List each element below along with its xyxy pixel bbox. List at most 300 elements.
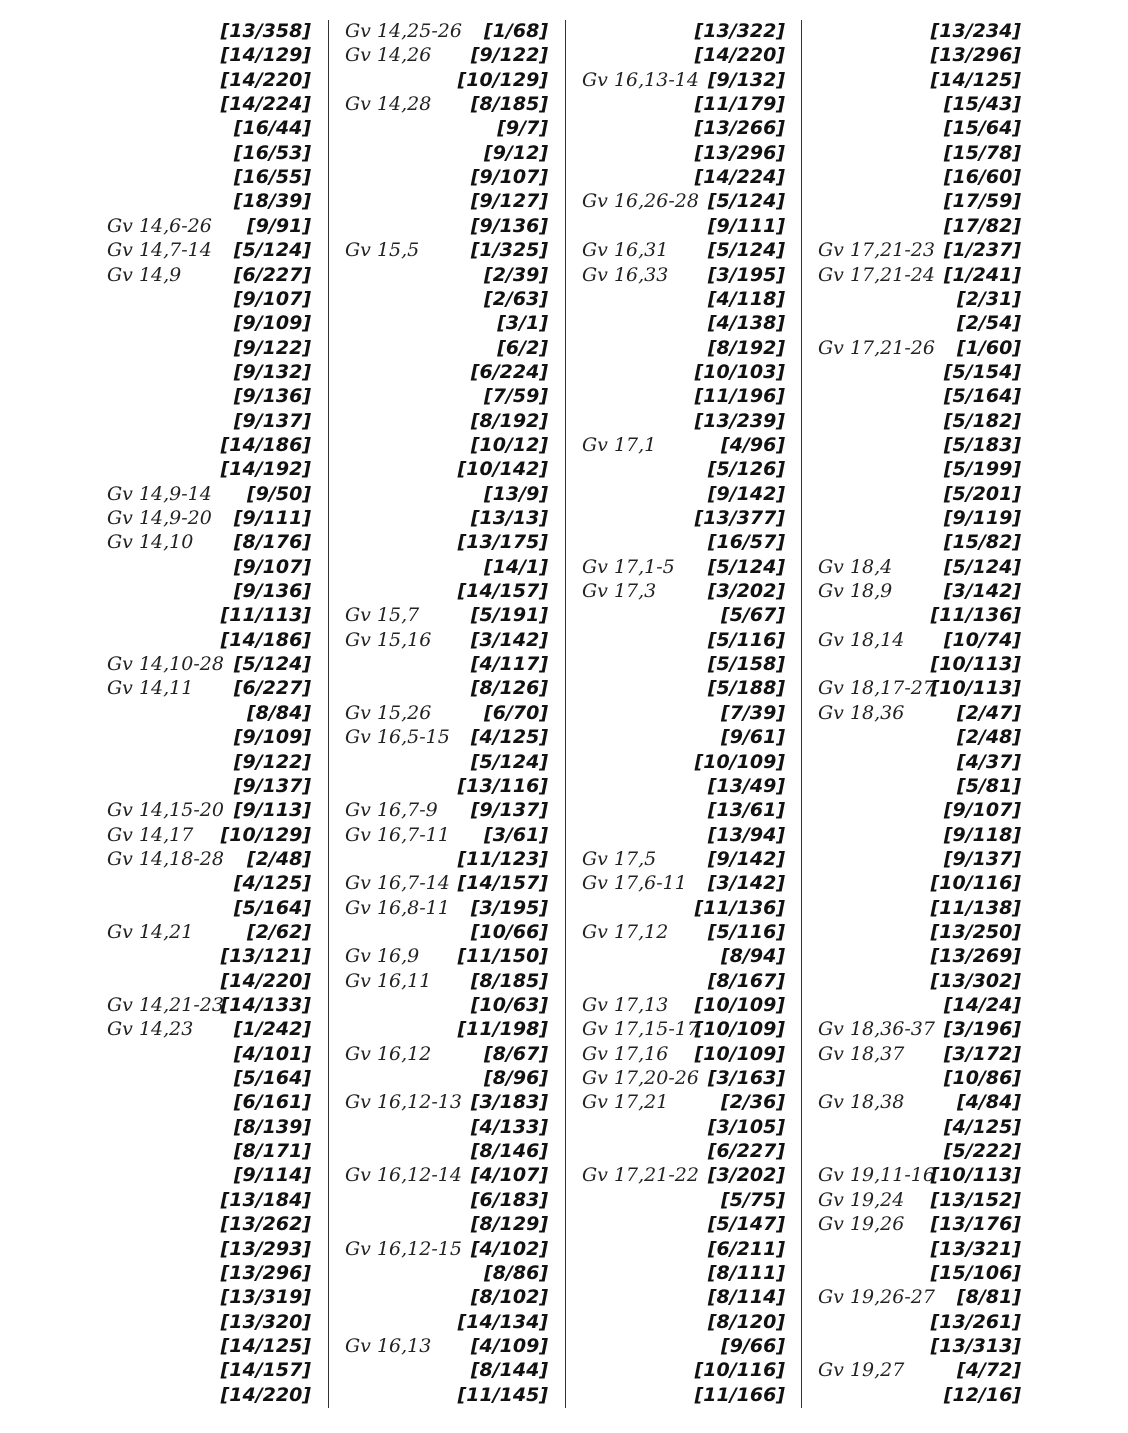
index-entry	[582, 1286, 785, 1310]
volume-page-citation: [13/61]	[707, 799, 785, 822]
index-entry	[345, 799, 548, 823]
volume-page-citation: [14/186]	[220, 628, 311, 651]
volume-page-citation: [7/39]	[721, 701, 785, 724]
volume-page-citation: [11/113]	[220, 604, 311, 627]
volume-page-citation: [4/118]	[707, 287, 785, 310]
index-entry	[818, 1238, 1021, 1262]
volume-page-citation: [9/50]	[247, 482, 311, 505]
index-entry	[345, 69, 548, 93]
scripture-reference: Gv 14,26	[345, 44, 432, 67]
volume-page-citation: [9/132]	[233, 360, 311, 383]
scripture-reference: Gv 19,24	[818, 1188, 905, 1211]
volume-page-citation: [1/68]	[484, 20, 548, 42]
index-entry	[582, 629, 785, 653]
volume-page-citation: [5/124]	[470, 750, 548, 773]
index-entry	[107, 799, 311, 823]
scripture-reference: Gv 16,11	[345, 969, 432, 992]
index-entry	[345, 848, 548, 872]
volume-page-citation: [10/63]	[470, 994, 548, 1016]
index-entry	[582, 726, 785, 750]
index-entry	[818, 117, 1021, 141]
scripture-reference: Gv 14,15-20	[107, 799, 224, 822]
index-entry	[818, 69, 1021, 93]
index-entry	[582, 1091, 785, 1115]
index-entry	[107, 1286, 311, 1310]
index-entry	[345, 677, 548, 701]
scripture-reference: Gv 14,9-20	[107, 507, 212, 529]
volume-page-citation: [8/81]	[957, 1286, 1021, 1309]
index-entry	[107, 580, 311, 604]
volume-page-citation: [8/167]	[707, 969, 785, 992]
index-entry	[818, 629, 1021, 653]
volume-page-citation: [13/152]	[930, 1188, 1021, 1211]
volume-page-citation: [8/67]	[484, 1042, 548, 1065]
volume-page-citation: [5/201]	[943, 482, 1021, 505]
scripture-reference: Gv 18,37	[818, 1042, 905, 1065]
index-entry	[345, 93, 548, 117]
volume-page-citation: [9/127]	[470, 190, 548, 213]
scripture-reference: Gv 17,15-17	[582, 1018, 699, 1041]
volume-page-citation: [13/266]	[694, 117, 785, 140]
index-entry	[818, 239, 1021, 263]
index-entry	[582, 824, 785, 848]
index-entry	[345, 897, 548, 921]
volume-page-citation: [1/325]	[470, 239, 548, 262]
index-entry	[345, 1164, 548, 1188]
volume-page-citation: [5/124]	[233, 653, 311, 676]
column-divider-1	[328, 20, 329, 1408]
volume-page-citation: [3/142]	[943, 580, 1021, 603]
volume-page-citation: [10/113]	[930, 653, 1021, 676]
volume-page-citation: [13/9]	[484, 482, 548, 505]
index-entry	[345, 142, 548, 166]
scripture-reference: Gv 17,21-24	[818, 263, 935, 286]
index-entry	[345, 945, 548, 969]
scripture-reference: Gv 17,6-11	[582, 872, 687, 895]
index-entry	[107, 44, 311, 68]
index-entry	[818, 507, 1021, 531]
volume-page-citation: [13/250]	[930, 920, 1021, 943]
index-entry	[345, 726, 548, 750]
scripture-reference: Gv 15,7	[345, 604, 420, 627]
index-entry	[818, 1335, 1021, 1359]
volume-page-citation: [8/176]	[233, 531, 311, 554]
volume-page-citation: [14/186]	[220, 433, 311, 456]
index-entry	[107, 93, 311, 117]
index-entry	[818, 483, 1021, 507]
index-entry	[345, 190, 548, 214]
index-entry	[345, 1213, 548, 1237]
volume-page-citation: [10/113]	[930, 1164, 1021, 1187]
index-entry	[582, 751, 785, 775]
scripture-reference: Gv 14,18-28	[107, 847, 224, 870]
volume-page-citation: [8/114]	[707, 1286, 785, 1309]
index-entry	[345, 410, 548, 434]
volume-page-citation: [14/220]	[694, 44, 785, 67]
index-entry	[818, 726, 1021, 750]
volume-page-citation: [4/125]	[233, 872, 311, 895]
scripture-reference: Gv 14,9	[107, 263, 182, 286]
index-entry	[818, 1213, 1021, 1237]
volume-page-citation: [5/81]	[957, 774, 1021, 797]
index-entry	[107, 726, 311, 750]
volume-page-citation: [5/75]	[721, 1188, 785, 1211]
volume-page-citation: [16/44]	[233, 117, 311, 140]
volume-page-citation: [14/224]	[220, 93, 311, 116]
scripture-reference: Gv 16,12-15	[345, 1237, 462, 1260]
volume-page-citation: [4/117]	[470, 653, 548, 676]
volume-page-citation: [15/82]	[943, 531, 1021, 554]
index-entry	[345, 507, 548, 531]
volume-page-citation: [9/107]	[233, 555, 311, 578]
index-entry	[582, 945, 785, 969]
index-entry	[582, 1311, 785, 1335]
volume-page-citation: [13/322]	[694, 20, 785, 42]
index-entry	[582, 239, 785, 263]
scripture-reference: Gv 16,12-14	[345, 1164, 462, 1187]
volume-page-citation: [10/109]	[694, 994, 785, 1016]
index-entry	[107, 1116, 311, 1140]
volume-page-citation: [9/91]	[247, 214, 311, 237]
volume-page-citation: [8/192]	[470, 409, 548, 432]
volume-page-citation: [5/116]	[707, 920, 785, 943]
volume-page-citation: [4/102]	[470, 1237, 548, 1260]
index-entry	[345, 117, 548, 141]
volume-page-citation: [13/234]	[930, 20, 1021, 42]
scripture-reference: Gv 16,7-9	[345, 799, 438, 822]
volume-page-citation: [2/47]	[957, 701, 1021, 724]
volume-page-citation: [5/124]	[707, 555, 785, 578]
index-entry	[818, 434, 1021, 458]
volume-page-citation: [14/1]	[484, 555, 548, 578]
index-entry	[107, 20, 311, 44]
volume-page-citation: [8/102]	[470, 1286, 548, 1309]
volume-page-citation: [10/109]	[694, 1018, 785, 1041]
volume-page-citation: [8/139]	[233, 1115, 311, 1138]
volume-page-citation: [13/321]	[930, 1237, 1021, 1260]
volume-page-citation: [2/63]	[484, 287, 548, 310]
volume-page-citation: [9/122]	[233, 336, 311, 359]
volume-page-citation: [13/269]	[930, 945, 1021, 968]
scripture-reference: Gv 16,31	[582, 239, 669, 262]
volume-page-citation: [8/144]	[470, 1359, 548, 1382]
scripture-reference: Gv 18,17-27	[818, 677, 935, 700]
index-entry	[582, 653, 785, 677]
index-entry	[107, 677, 311, 701]
index-entry	[107, 556, 311, 580]
scripture-reference: Gv 14,21-23	[107, 994, 224, 1016]
volume-page-citation: [4/107]	[470, 1164, 548, 1187]
volume-page-citation: [13/94]	[707, 823, 785, 846]
index-entry	[818, 1262, 1021, 1286]
volume-page-citation: [15/43]	[943, 93, 1021, 116]
index-entry	[582, 1359, 785, 1383]
index-entry	[582, 775, 785, 799]
index-entry	[107, 337, 311, 361]
volume-page-citation: [14/157]	[457, 872, 548, 895]
index-entry	[818, 921, 1021, 945]
volume-page-citation: [13/176]	[930, 1213, 1021, 1236]
index-entry	[345, 20, 548, 44]
index-entry	[818, 312, 1021, 336]
volume-page-citation: [3/196]	[943, 1018, 1021, 1041]
volume-page-citation: [6/227]	[707, 1140, 785, 1163]
index-entry	[818, 531, 1021, 555]
volume-page-citation: [3/172]	[943, 1042, 1021, 1065]
volume-page-citation: [10/12]	[470, 433, 548, 456]
index-entry	[582, 531, 785, 555]
volume-page-citation: [3/1]	[497, 312, 548, 335]
scripture-reference: Gv 17,16	[582, 1042, 669, 1065]
volume-page-citation: [5/67]	[721, 604, 785, 627]
index-entry	[818, 653, 1021, 677]
scripture-reference: Gv 16,9	[345, 945, 420, 968]
scripture-reference: Gv 14,7-14	[107, 239, 212, 262]
volume-page-citation: [5/191]	[470, 604, 548, 627]
volume-page-citation: [12/16]	[943, 1383, 1021, 1406]
volume-page-citation: [14/220]	[220, 969, 311, 992]
scripture-reference: Gv 17,21	[582, 1091, 669, 1114]
volume-page-citation: [9/142]	[707, 482, 785, 505]
volume-page-citation: [4/125]	[943, 1115, 1021, 1138]
index-entry	[582, 264, 785, 288]
index-entry	[345, 604, 548, 628]
index-entry	[345, 702, 548, 726]
volume-page-citation: [3/195]	[470, 896, 548, 919]
index-entry	[107, 824, 311, 848]
index-entry	[582, 1384, 785, 1408]
index-entry	[107, 288, 311, 312]
index-entry	[582, 702, 785, 726]
index-entry	[818, 1286, 1021, 1310]
scripture-reference: Gv 15,16	[345, 628, 432, 651]
index-entry	[345, 1091, 548, 1115]
scripture-reference: Gv 14,6-26	[107, 214, 212, 237]
index-entry	[345, 653, 548, 677]
volume-page-citation: [9/136]	[233, 385, 311, 408]
index-entry	[582, 1018, 785, 1042]
volume-page-citation: [5/164]	[233, 896, 311, 919]
volume-page-citation: [8/84]	[247, 701, 311, 724]
volume-page-citation: [3/195]	[707, 263, 785, 286]
volume-page-citation: [5/183]	[943, 433, 1021, 456]
volume-page-citation: [6/183]	[470, 1188, 548, 1211]
index-entry	[345, 1359, 548, 1383]
scripture-reference: Gv 17,21-23	[818, 239, 935, 262]
volume-page-citation: [9/137]	[233, 774, 311, 797]
volume-page-citation: [5/124]	[707, 239, 785, 262]
volume-page-citation: [3/202]	[707, 580, 785, 603]
volume-page-citation: [4/101]	[233, 1042, 311, 1065]
volume-page-citation: [13/121]	[220, 945, 311, 968]
index-entry	[818, 775, 1021, 799]
scripture-reference: Gv 17,3	[582, 580, 657, 603]
index-entry	[107, 1238, 311, 1262]
index-entry	[818, 458, 1021, 482]
index-entry	[345, 629, 548, 653]
volume-page-citation: [8/129]	[470, 1213, 548, 1236]
index-entry	[818, 1091, 1021, 1115]
volume-page-citation: [4/109]	[470, 1334, 548, 1357]
scripture-reference: Gv 17,1-5	[582, 555, 675, 578]
index-entry	[582, 556, 785, 580]
volume-page-citation: [9/136]	[470, 214, 548, 237]
volume-page-citation: [11/179]	[694, 93, 785, 116]
index-entry	[107, 117, 311, 141]
index-entry	[107, 604, 311, 628]
index-entry	[818, 1359, 1021, 1383]
volume-page-citation: [13/261]	[930, 1310, 1021, 1333]
volume-page-citation: [16/60]	[943, 166, 1021, 189]
index-entry	[818, 556, 1021, 580]
volume-page-citation: [10/142]	[457, 458, 548, 481]
volume-page-citation: [13/319]	[220, 1286, 311, 1309]
volume-page-citation: [6/161]	[233, 1091, 311, 1114]
index-entry	[345, 751, 548, 775]
index-entry	[582, 994, 785, 1018]
volume-page-citation: [9/12]	[484, 141, 548, 164]
volume-page-citation: [11/136]	[930, 604, 1021, 627]
volume-page-citation: [11/136]	[694, 896, 785, 919]
column-divider-2	[565, 20, 566, 1408]
index-entry	[107, 872, 311, 896]
volume-page-citation: [9/122]	[470, 44, 548, 67]
index-entry	[582, 872, 785, 896]
index-entry	[107, 142, 311, 166]
volume-page-citation: [6/211]	[707, 1237, 785, 1260]
index-entry	[107, 531, 311, 555]
volume-page-citation: [9/137]	[943, 847, 1021, 870]
index-entry	[582, 93, 785, 117]
volume-page-citation: [13/313]	[930, 1334, 1021, 1357]
volume-page-citation: [8/94]	[721, 945, 785, 968]
volume-page-citation: [4/72]	[957, 1359, 1021, 1382]
volume-page-citation: [10/109]	[694, 750, 785, 773]
volume-page-citation: [16/57]	[707, 531, 785, 554]
index-entry	[107, 945, 311, 969]
volume-page-citation: [13/377]	[694, 507, 785, 529]
index-entry	[818, 799, 1021, 823]
index-entry	[818, 166, 1021, 190]
index-entry	[107, 751, 311, 775]
volume-page-citation: [6/2]	[497, 336, 548, 359]
index-entry	[345, 1335, 548, 1359]
volume-page-citation: [9/142]	[707, 847, 785, 870]
index-entry	[582, 434, 785, 458]
volume-page-citation: [13/320]	[220, 1310, 311, 1333]
index-entry	[345, 775, 548, 799]
index-entry	[345, 531, 548, 555]
index-entry	[582, 20, 785, 44]
index-entry	[345, 580, 548, 604]
index-entry	[582, 215, 785, 239]
volume-page-citation: [6/227]	[233, 677, 311, 700]
index-entry	[818, 44, 1021, 68]
volume-page-citation: [9/118]	[943, 823, 1021, 846]
index-entry	[107, 166, 311, 190]
index-entry	[107, 483, 311, 507]
scripture-reference: Gv 16,13-14	[582, 68, 699, 91]
volume-page-citation: [5/164]	[233, 1067, 311, 1090]
index-entry	[345, 166, 548, 190]
index-entry	[582, 483, 785, 507]
index-entry	[345, 1067, 548, 1091]
index-entry	[818, 1043, 1021, 1067]
index-entry	[818, 824, 1021, 848]
volume-page-citation: [5/126]	[707, 458, 785, 481]
index-entry	[107, 970, 311, 994]
volume-page-citation: [8/185]	[470, 969, 548, 992]
volume-page-citation: [5/182]	[943, 409, 1021, 432]
scripture-reference: Gv 15,26	[345, 701, 432, 724]
volume-page-citation: [13/13]	[470, 507, 548, 529]
index-entry	[107, 629, 311, 653]
volume-page-citation: [9/137]	[233, 409, 311, 432]
volume-page-citation: [3/142]	[470, 628, 548, 651]
volume-page-citation: [2/62]	[247, 920, 311, 943]
scripture-reference: Gv 14,25-26	[345, 20, 462, 42]
volume-page-citation: [9/111]	[233, 507, 311, 529]
scripture-reference: Gv 19,11-16	[818, 1164, 935, 1187]
volume-page-citation: [3/163]	[707, 1067, 785, 1090]
scripture-reference: Gv 14,23	[107, 1018, 194, 1041]
scripture-reference: Gv 16,7-11	[345, 823, 450, 846]
volume-page-citation: [2/31]	[957, 287, 1021, 310]
volume-page-citation: [9/109]	[233, 312, 311, 335]
index-entry	[582, 1213, 785, 1237]
index-entry	[107, 775, 311, 799]
scripture-reference: Gv 18,36	[818, 701, 905, 724]
index-entry	[345, 264, 548, 288]
index-entry	[345, 994, 548, 1018]
index-entry	[107, 1140, 311, 1164]
volume-page-citation: [14/220]	[220, 1383, 311, 1406]
volume-page-citation: [8/126]	[470, 677, 548, 700]
index-entry	[345, 1311, 548, 1335]
index-entry	[107, 653, 311, 677]
scripture-reference: Gv 17,1	[582, 433, 657, 456]
volume-page-citation: [8/86]	[484, 1261, 548, 1284]
index-entry	[818, 751, 1021, 775]
index-entry	[582, 458, 785, 482]
index-entry	[107, 361, 311, 385]
volume-page-citation: [5/199]	[943, 458, 1021, 481]
index-entry	[107, 921, 311, 945]
scripture-reference: Gv 14,17	[107, 823, 194, 846]
index-entry	[107, 410, 311, 434]
index-entry	[345, 288, 548, 312]
volume-page-citation: [5/188]	[707, 677, 785, 700]
index-entry	[107, 69, 311, 93]
index-entry	[345, 824, 548, 848]
volume-page-citation: [11/198]	[457, 1018, 548, 1041]
index-entry	[345, 1043, 548, 1067]
index-entry	[345, 1384, 548, 1408]
volume-page-citation: [1/237]	[943, 239, 1021, 262]
volume-page-citation: [17/82]	[943, 214, 1021, 237]
index-entry	[345, 458, 548, 482]
index-entry	[818, 337, 1021, 361]
volume-page-citation: [4/84]	[957, 1091, 1021, 1114]
index-entry	[107, 190, 311, 214]
scripture-reference: Gv 17,20-26	[582, 1067, 699, 1090]
index-entry	[107, 385, 311, 409]
scripture-reference: Gv 18,36-37	[818, 1018, 935, 1041]
index-entry	[345, 44, 548, 68]
index-entry	[107, 1384, 311, 1408]
volume-page-citation: [13/239]	[694, 409, 785, 432]
volume-page-citation: [9/132]	[707, 68, 785, 91]
